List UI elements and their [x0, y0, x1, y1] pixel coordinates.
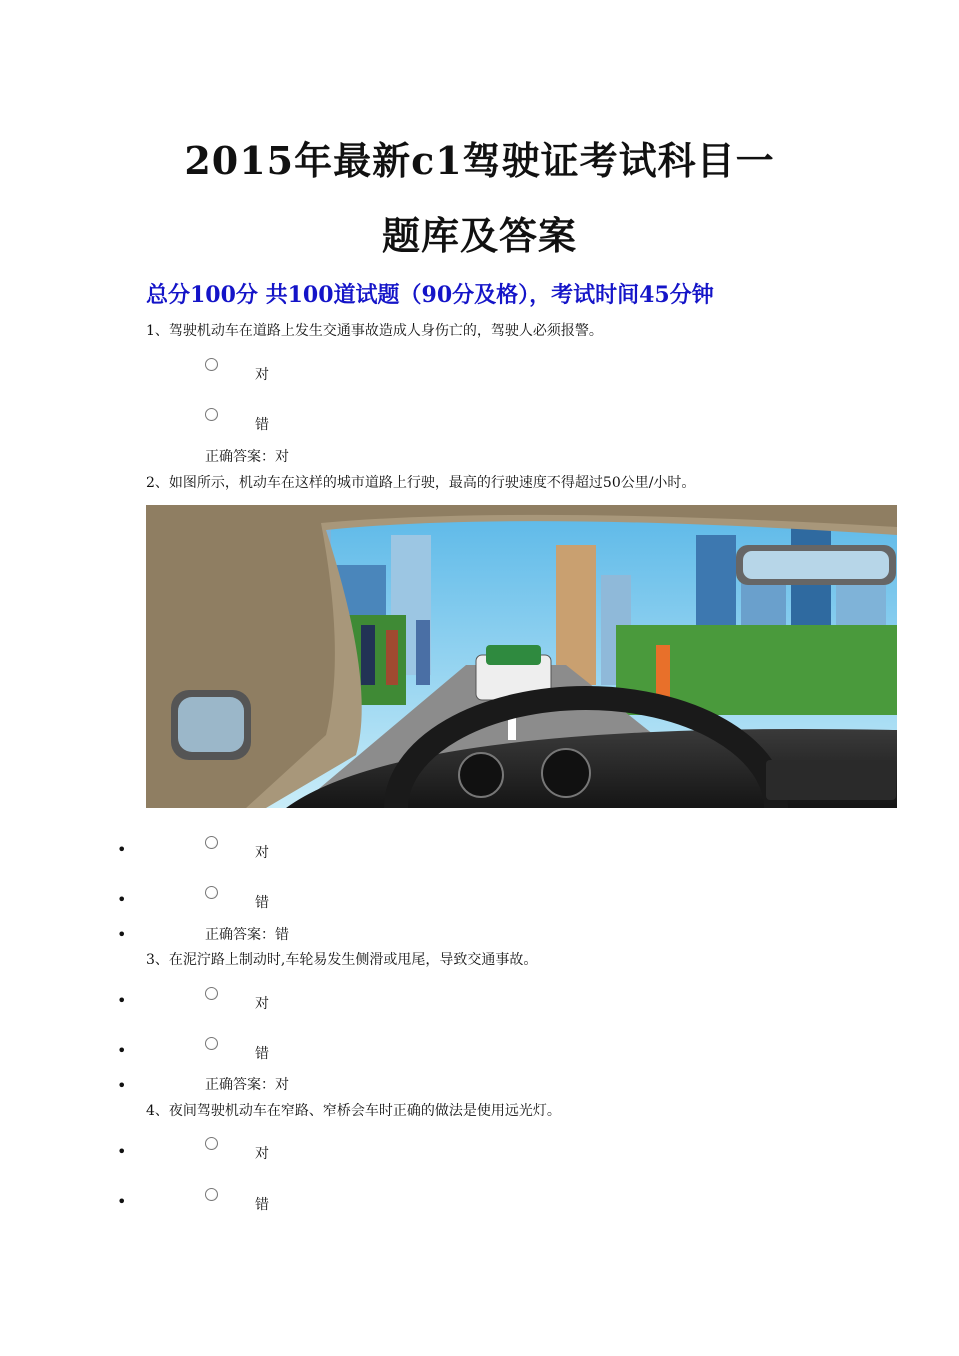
- question-2-road-image: [146, 505, 897, 808]
- question-3-answer: 正确答案：对: [205, 1077, 289, 1093]
- option-label: 对: [255, 367, 269, 383]
- list-bullet: •: [117, 925, 127, 944]
- question-2-answer: 正确答案：错: [205, 927, 289, 943]
- option-label: 对: [255, 1146, 269, 1162]
- option-label: 错: [255, 895, 269, 911]
- list-bullet: •: [117, 1076, 127, 1095]
- list-bullet: •: [117, 1142, 127, 1161]
- question-1-answer: 正确答案：对: [205, 449, 289, 465]
- question-1-text: 1、驾驶机动车在道路上发生交通事故造成人身伤亡的，驾驶人必须报警。: [146, 323, 603, 339]
- question-2-text: 2、如图所示，机动车在这样的城市道路上行驶，最高的行驶速度不得超过50公里/小时。: [146, 475, 696, 491]
- option-label: 对: [255, 996, 269, 1012]
- option-label: 错: [255, 417, 269, 433]
- radio-icon[interactable]: [205, 408, 218, 421]
- radio-icon[interactable]: [205, 1137, 218, 1150]
- radio-icon[interactable]: [205, 358, 218, 371]
- document-title-line2: 题库及答案: [381, 213, 577, 258]
- list-bullet: •: [117, 991, 127, 1010]
- document-title-line1: 2015年最新c1驾驶证考试科目一: [184, 138, 775, 183]
- list-bullet: •: [117, 890, 127, 909]
- option-label: 错: [255, 1197, 269, 1213]
- radio-icon[interactable]: [205, 1188, 218, 1201]
- radio-icon[interactable]: [205, 987, 218, 1000]
- exam-info-subtitle: 总分100分 共100道试题（90分及格），考试时间45分钟: [146, 282, 714, 308]
- question-3-text: 3、在泥泞路上制动时,车轮易发生侧滑或甩尾，导致交通事故。: [146, 952, 538, 968]
- list-bullet: •: [117, 1041, 127, 1060]
- list-bullet: •: [117, 840, 127, 859]
- radio-icon[interactable]: [205, 1037, 218, 1050]
- option-label: 错: [255, 1046, 269, 1062]
- radio-icon[interactable]: [205, 836, 218, 849]
- option-label: 对: [255, 845, 269, 861]
- list-bullet: •: [117, 1192, 127, 1211]
- question-4-text: 4、夜间驾驶机动车在窄路、窄桥会车时正确的做法是使用远光灯。: [146, 1103, 561, 1119]
- radio-icon[interactable]: [205, 886, 218, 899]
